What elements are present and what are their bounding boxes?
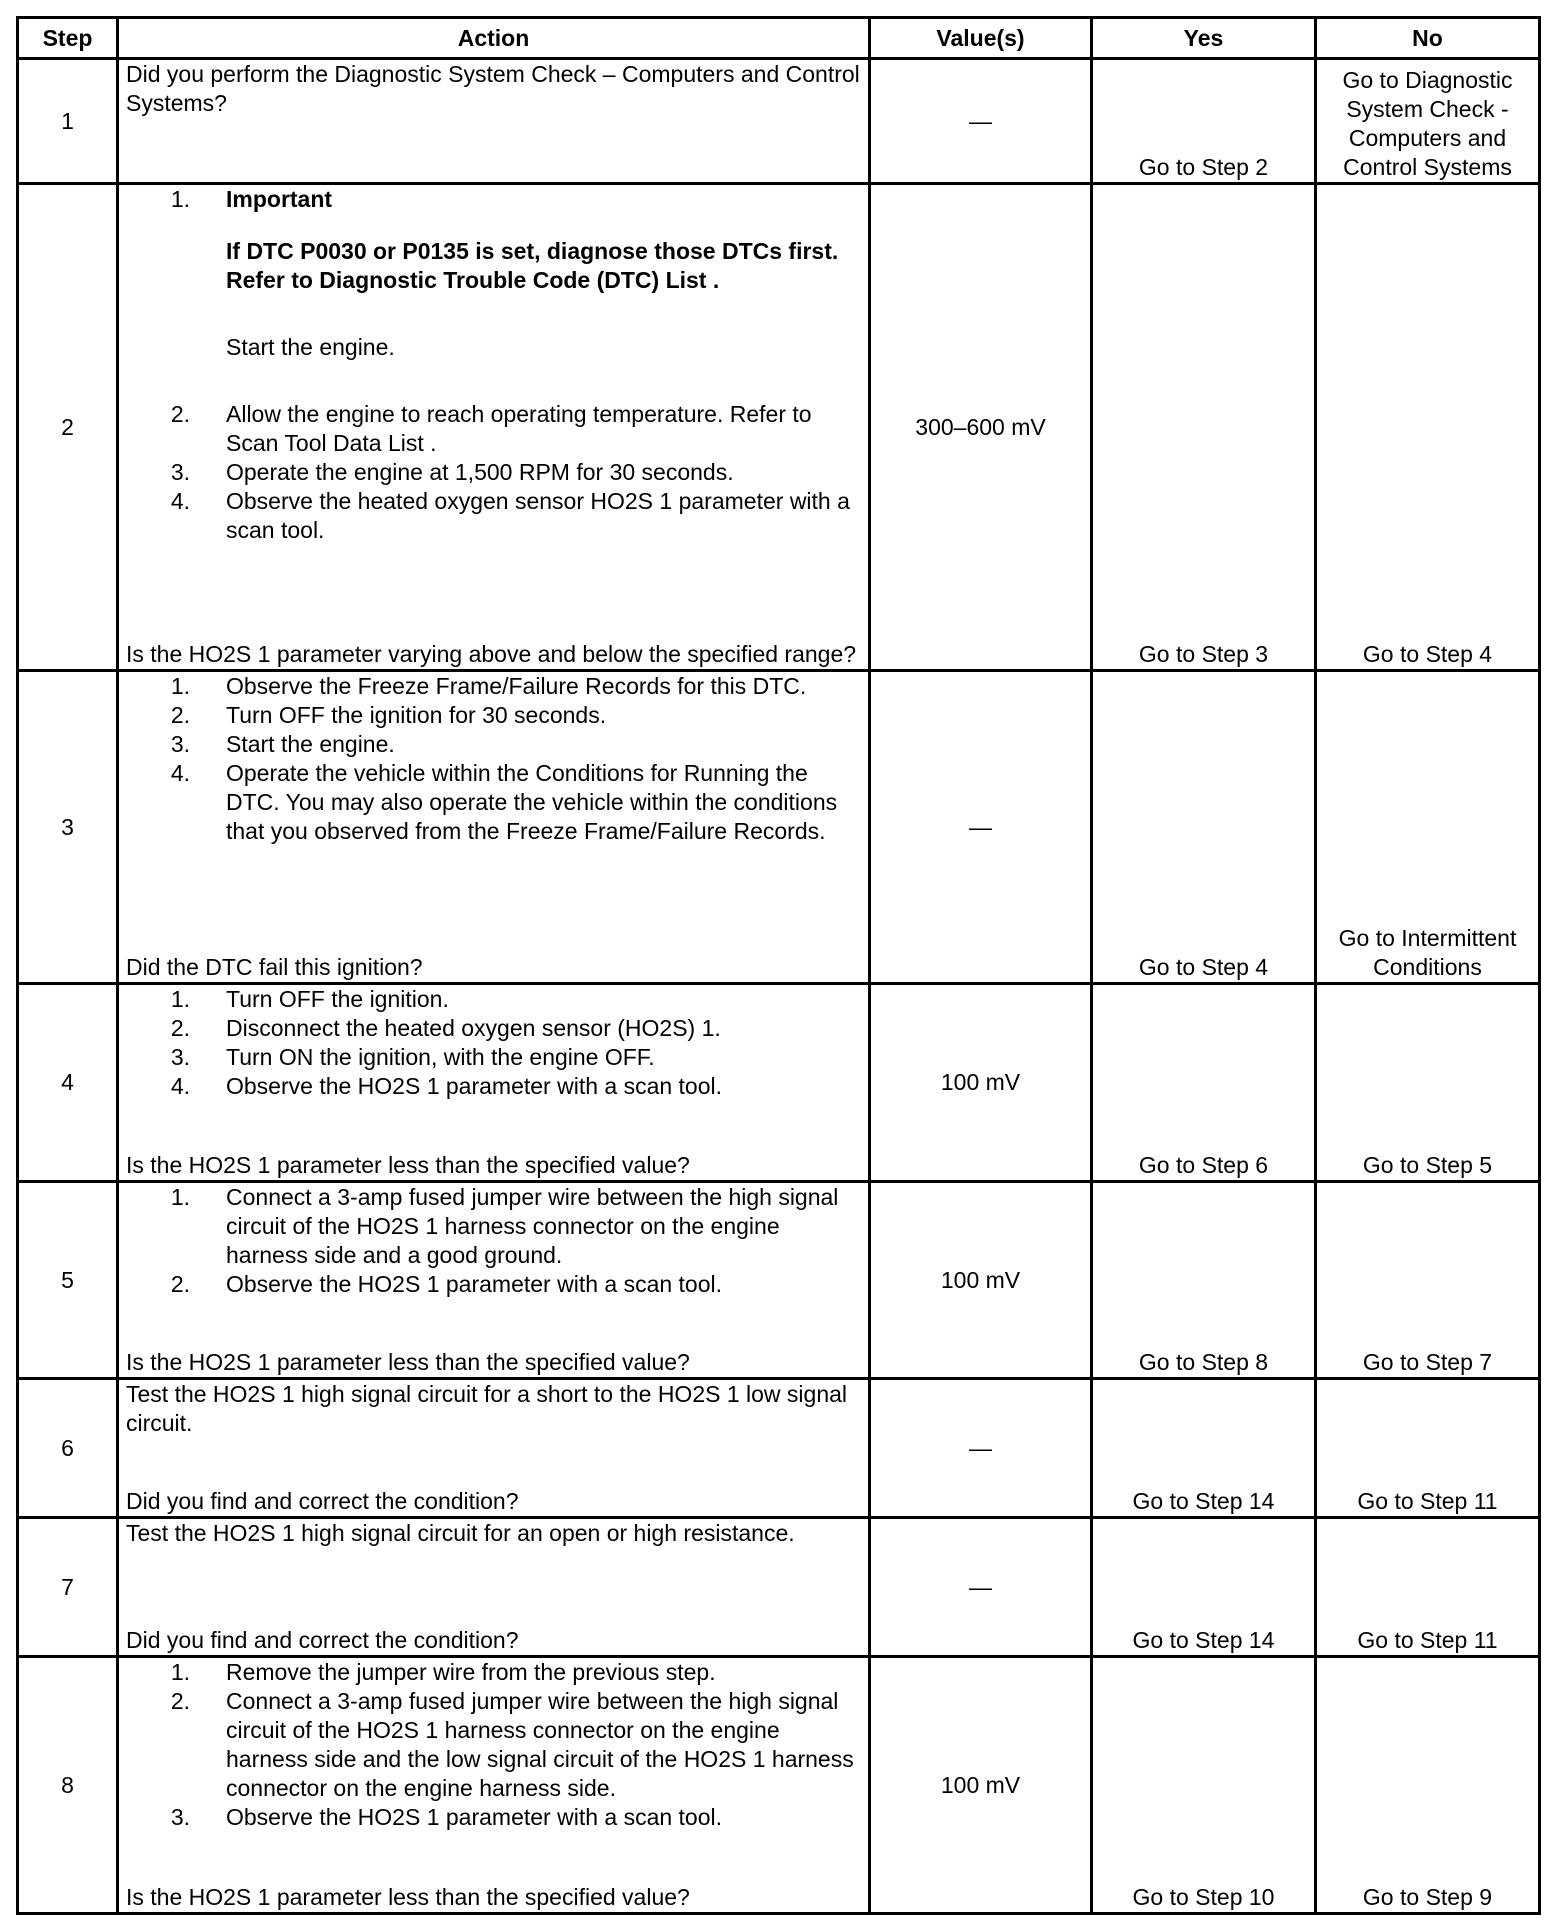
instruction-text: Allow the engine to reach operating temperature. Refer to Scan Tool Data List . <box>226 401 812 456</box>
header-action: Action <box>118 18 870 59</box>
no-cell: Go to Step 9 <box>1316 1657 1540 1914</box>
instruction-text: Disconnect the heated oxygen sensor (HO2S) 1. <box>226 1015 721 1041</box>
header-values: Value(s) <box>870 18 1092 59</box>
action-question: Is the HO2S 1 parameter less than the specified value? <box>126 1152 690 1178</box>
no-cell: Go to Step 4 <box>1316 184 1540 671</box>
instruction-list <box>126 185 861 545</box>
action-question: Did the DTC fail this ignition? <box>126 954 423 980</box>
instruction-number: 3. <box>170 1804 190 1830</box>
yes-cell: Go to Step 4 <box>1092 671 1316 984</box>
yes-cell: Go to Step 10 <box>1092 1657 1316 1914</box>
instruction-list <box>126 672 861 846</box>
table-row-step-4 <box>18 984 1540 1182</box>
instruction-number: 4. <box>170 1073 190 1099</box>
action-question: Did you find and correct the condition? <box>126 1488 519 1514</box>
instruction-number: 1. <box>170 986 190 1012</box>
instruction-number: 1. <box>170 673 190 699</box>
instruction-number: 2. <box>170 702 190 728</box>
action-cell <box>118 1182 870 1379</box>
action-question: Did you perform the Diagnostic System Check – Computers and Control Systems? <box>126 61 860 116</box>
instruction-number: 4. <box>170 488 190 514</box>
no-cell: Go to Step 5 <box>1316 984 1540 1182</box>
yes-cell: Go to Step 14 <box>1092 1379 1316 1518</box>
table-row-step-6 <box>18 1379 1540 1518</box>
step-number: 4 <box>18 984 118 1182</box>
action-instruction: Test the HO2S 1 high signal circuit for an open or high resistance. <box>126 1520 795 1546</box>
instruction-text: Observe the HO2S 1 parameter with a scan tool. <box>226 1804 723 1830</box>
no-cell: Go to Step 11 <box>1316 1379 1540 1518</box>
action-cell <box>118 984 870 1182</box>
value-cell: — <box>870 671 1092 984</box>
instruction-text: Remove the jumper wire from the previous step. <box>226 1659 716 1685</box>
important-title: Important <box>226 186 333 212</box>
instruction-item <box>126 1803 861 1832</box>
important-text: If DTC P0030 or P0135 is set, diagnose those DTCs first. Refer to Diagnostic Trouble Code (DTC) List . <box>226 238 839 293</box>
table-row-step-3 <box>18 671 1540 984</box>
instruction-text: Observe the HO2S 1 parameter with a scan tool. <box>226 1271 723 1297</box>
action-cell <box>118 671 870 984</box>
instruction-item <box>126 458 861 487</box>
value-cell: — <box>870 1518 1092 1657</box>
diagnostic-table <box>16 16 1541 1915</box>
instruction-text: Observe the heated oxygen sensor HO2S 1 parameter with a scan tool. <box>226 488 850 543</box>
action-question: Is the HO2S 1 parameter less than the specified value? <box>126 1349 690 1375</box>
value-cell: 100 mV <box>870 1657 1092 1914</box>
action-cell <box>118 1379 870 1518</box>
no-cell: Go to Step 11 <box>1316 1518 1540 1657</box>
no-cell: Go to Step 7 <box>1316 1182 1540 1379</box>
instruction-number: 1. <box>170 186 190 212</box>
step-number: 7 <box>18 1518 118 1657</box>
action-question: Is the HO2S 1 parameter varying above and below the specified range? <box>126 641 857 667</box>
instruction-item <box>126 730 861 759</box>
instruction-item <box>126 759 861 846</box>
instruction-item <box>126 985 861 1014</box>
instruction-item <box>126 1014 861 1043</box>
action-instruction: Test the HO2S 1 high signal circuit for a short to the HO2S 1 low signal circuit. <box>126 1381 848 1436</box>
instruction-text: Connect a 3-amp fused jumper wire between the high signal circuit of the HO2S 1 harness connector on the engine harness side and a good ground. <box>226 1184 839 1268</box>
instruction-item <box>126 185 861 400</box>
instruction-text: Operate the vehicle within the Conditions for Running the DTC. You may also operate the vehicle within the conditions that you observed from the Freeze Frame/Failure Records. <box>226 760 838 844</box>
header-row <box>18 18 1540 59</box>
value-cell: 300–600 mV <box>870 184 1092 671</box>
instruction-number: 2. <box>170 401 190 427</box>
value-cell: — <box>870 1379 1092 1518</box>
table-row-step-1 <box>18 59 1540 184</box>
step-number: 5 <box>18 1182 118 1379</box>
instruction-list <box>126 985 861 1101</box>
instruction-number: 2. <box>170 1015 190 1041</box>
instruction-item <box>126 400 861 458</box>
instruction-text: Start the engine. <box>226 731 395 757</box>
action-cell <box>118 184 870 671</box>
instruction-item <box>126 1270 861 1299</box>
yes-cell: Go to Step 2 <box>1092 59 1316 184</box>
table-row-step-2 <box>18 184 1540 671</box>
instruction-list <box>126 1183 861 1299</box>
instruction-number: 3. <box>170 1044 190 1070</box>
step-number: 8 <box>18 1657 118 1914</box>
instruction-number: 4. <box>170 760 190 786</box>
instruction-text: Start the engine. <box>226 334 395 360</box>
instruction-item <box>126 701 861 730</box>
instruction-number: 2. <box>170 1271 190 1297</box>
header-yes: Yes <box>1092 18 1316 59</box>
table-row-step-5 <box>18 1182 1540 1379</box>
step-number: 3 <box>18 671 118 984</box>
value-cell: — <box>870 59 1092 184</box>
instruction-text: Turn ON the ignition, with the engine OFF. <box>226 1044 655 1070</box>
instruction-text: Operate the engine at 1,500 RPM for 30 seconds. <box>226 459 734 485</box>
instruction-item <box>126 672 861 701</box>
value-cell: 100 mV <box>870 1182 1092 1379</box>
instruction-number: 1. <box>170 1659 190 1685</box>
instruction-text: Connect a 3-amp fused jumper wire between the high signal circuit of the HO2S 1 harness connector on the engine harness side and the low signal circuit of the HO2S 1 harness connector on the engine harness side. <box>226 1688 854 1801</box>
action-cell <box>118 1518 870 1657</box>
yes-cell: Go to Step 3 <box>1092 184 1316 671</box>
instruction-number: 3. <box>170 731 190 757</box>
table-row-step-8 <box>18 1657 1540 1914</box>
instruction-text: Turn OFF the ignition. <box>226 986 449 1012</box>
header-step: Step <box>18 18 118 59</box>
no-cell: Go to Diagnostic System Check - Computers and Control Systems <box>1316 59 1540 184</box>
table-row-step-7 <box>18 1518 1540 1657</box>
step-number: 2 <box>18 184 118 671</box>
instruction-item <box>126 1658 861 1687</box>
yes-cell: Go to Step 8 <box>1092 1182 1316 1379</box>
action-question: Is the HO2S 1 parameter less than the specified value? <box>126 1884 690 1910</box>
instruction-item <box>126 1072 861 1101</box>
header-no: No <box>1316 18 1540 59</box>
instruction-text: Observe the Freeze Frame/Failure Records for this DTC. <box>226 673 807 699</box>
yes-cell: Go to Step 14 <box>1092 1518 1316 1657</box>
value-cell: 100 mV <box>870 984 1092 1182</box>
step-number: 6 <box>18 1379 118 1518</box>
instruction-list <box>126 1658 861 1832</box>
instruction-item <box>126 487 861 545</box>
instruction-item <box>126 1687 861 1803</box>
action-cell <box>118 59 870 184</box>
action-cell <box>118 1657 870 1914</box>
action-question: Did you find and correct the condition? <box>126 1627 519 1653</box>
no-cell: Go to Intermittent Conditions <box>1316 671 1540 984</box>
instruction-number: 1. <box>170 1184 190 1210</box>
yes-cell: Go to Step 6 <box>1092 984 1316 1182</box>
instruction-text: Turn OFF the ignition for 30 seconds. <box>226 702 607 728</box>
step-number: 1 <box>18 59 118 184</box>
instruction-number: 3. <box>170 459 190 485</box>
instruction-text: Observe the HO2S 1 parameter with a scan tool. <box>226 1073 723 1099</box>
instruction-number: 2. <box>170 1688 190 1714</box>
instruction-item <box>126 1043 861 1072</box>
instruction-item <box>126 1183 861 1270</box>
